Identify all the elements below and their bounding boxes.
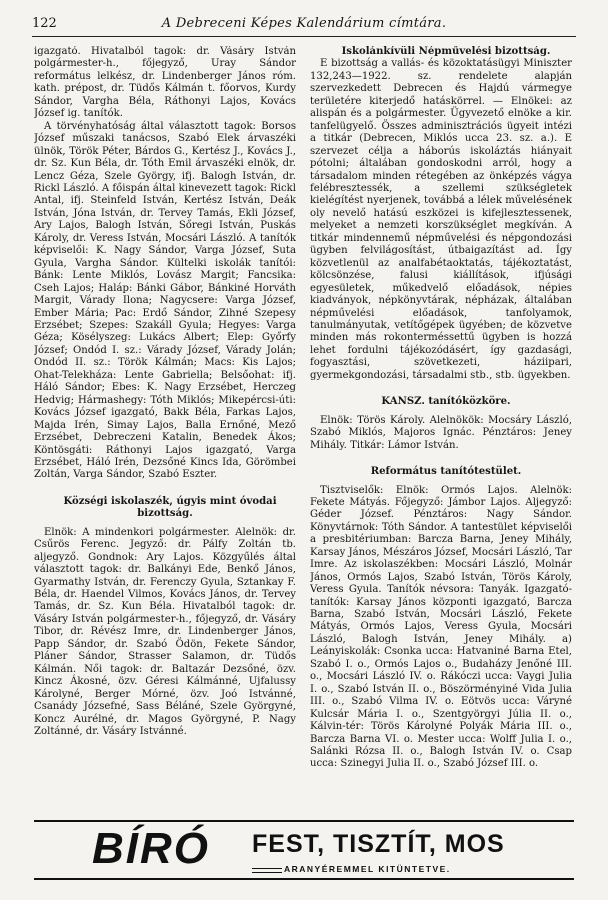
right-paragraph-2: Elnök: Törös Károly. Alelnökök: Mocsáry László, Szabó Miklós, Majoros Ignác. Pénztáros: Jeney Mihály. Titkár: Lámor István. [310,414,572,451]
running-title: A Debreceni Képes Kalendárium címtára. [161,16,447,31]
left-paragraph-2: A törvényhatóság által választott tagok: Borsos József műszaki tanácsos, Szabó Elek árvaszéki ülnök, Török Péter, Bárdos G., Kertész J., Kovács J., dr. Sz. Kun Béla, dr. Tóth Emil árvaszéki elnök, dr. Lencz Géza, Szele György, ifj. Balogh István, dr. Rickl László. A főispán által kinevezett tagok: Rickl Antal, ifj. Steinfeld István, Kertész István, Deák István, Jóna István, dr. Tervey Tamás, Ekli József, Ary Lajos, Balogh István, Sőregi István, Puskás Károly, dr. Veress István, Mocsári László. A tanítók képviselői: K. Nagy Sándor, Varga József, Suta Gyula, Vargha Sándor. Kültelki iskolák tanítói: Bánk: Lente Miklós, Lovász Margit; Fancsika: Cseh Lajos; Haláp: Bánki Gábor, Bánkiné Horváth Margit, Várady Ilona; Nagycsere: Varga József, Ember Mária; Pac: Erdő Sándor, Zihné Szepesy Erzsébet; Szepes: Szakáll Gyula; Hegyes: Varga Géza; Kösélyszeg: Lukács Albert; Elep: Győrfy József; Ondód I. sz.: Várady József, Várady Jolán; Ondód II. sz.: Török Kálmán; Macs: Kis Lajos; Ohat-Telekháza: Lente Gabriella; Belsőohat: ifj. Háló Sándor; Ebes: K. Nagy Erzsébet, Herczeg Hedvig; Hármashegy: Tóth Miklós; Mikepércsi-úti: Kovács József igazgató, Bakk Béla, Farkas Lajos, Majda Irén, Simay Lajos, Balla Ernőné, Mező Erzsébet, Debreczeni Katalin, Benedek Ákos; Köntösgáti: Ráthonyi Lajos igazgató, Varga Erzsébet, Háló Irén, Dezsőné Kincs Ida, Görömbei Zoltán, Varga Sándor, Szabó Eszter. [34,120,296,481]
ad-services: FEST, TISZTÍT, MOS [252,830,505,858]
right-column [310,46,572,846]
left-column [34,46,296,846]
right-paragraph-1: E bizottság a vallás- és közoktatásügyi Miniszter 132,243—1922. sz. rendelete alapján szervezkedett Debrecen és Hajdú vármegye területére kiterjedő hatáskörrel. — Elnökei: az alispán és a polgármester. Ügyvezető elnöke a kir. tanfelügyelő. Összes adminisztrációs ügyeit intézi a titkár (Debrecen, Miklós ucca 23. sz. a.). E szervezet célja a háborús iskoláztás hiányait pótolni; általában gondoskodni arról, hogy a társadalom minden rétegében az önképzés vágya felébresztessék, a szellemi szükségletek kielégítést nyerjenek, továbbá a lélek művelésének oly nevelő hatású eszközei is kifejlesztessenek, melyeket a nemzeti korszükséglet megkíván. A titkár mindennemű népművelési és népgondozási ügyben felvilágosítást, útbaigazítást ad. Így közvetlenül az analfabétaoktatás, tájékoztatást, kölcsönzése, falusi kiállítások, ifjúsági egyesületek, műkedvelő előadások, népies kiadványok, népkönyvtárak, népházak, általában népművelési előadások, tanfolyamok, tanulmányutak, vetítőgépek ügyében; de közvetve minden más rokonterméssettű ügyben is hozzá lehet fordulni tájékozódásért, így gazdasági, fogyasztási, szövetkezeti, háziipari, gyermekgondozási, társadalmi stb., stb. ügyekben. [310,58,572,381]
page-header [32,14,576,37]
ad-bottom-rule [34,878,574,880]
ad-stripe [252,868,282,873]
heading-nepmuvelesi-bizottsag: Iskolánkívüli Népművelési bizottság. [341,46,551,57]
page-number: 122 [32,16,57,31]
advertisement [34,820,574,880]
heading-kozsegi-iskolaszek: Községi iskolaszék, úgyis mint óvodai bizottság. [63,495,277,520]
right-paragraph-3: Tisztviselők: Elnök: Ormós Lajos. Alelnök: Fekete Mátyás. Főjegyző: Jámbor Lajos. Aljegyző: Géder József. Pénztáros: Nagy Sándor. Könyvtárnok: Tóth Sándor. A tantestület képviselői a presbitériumban: Barcza Barna, Jeney Mihály, Karsay János, Mészáros József, Mocsári László, Tar Imre. Az iskolaszékben: Mocsári László, Molnár János, Ormós Lajos, Szabó István, Törös Károly, Veress Gyula. Tanítók névsora: Tanyák. Igazgató-tanítók: Karsay János központi igazgató, Barcza Barna, Szabó István, Mocsári László, Fekete Mátyás, Ormós Lajos, Veress Gyula, Mocsári László, Balogh István, Jeney Mihály. a) Leányiskolák: Csonka ucca: Hatvaniné Barna Etel, Szabó I. o., Ormós Lajos o., Budaházy Jenőné III. o., Mocsári László IV. o. Rákóczi ucca: Vaygi Julia I. o., Szabó István II. o., Böszörményiné Vida Julia III. o., Szabó Vilma IV. o. Eötvös ucca: Váryné Kulcsár Mária I. o., Szentgyörgyi Júlia II. o., Kálvin-tér: Törös Károlyné Polyák Mária III. o., Barcza Barna VI. o. Mester ucca: Wolff Julia I. o., Salánki Rózsa II. o., Balogh István IV. o. Csap ucca: Szinegyi Julia II. o., Szabó József III. o. [310,484,572,770]
ad-tagline: ARANYÉREMMEL KITÜNTETVE. [284,864,451,874]
ad-brand: BÍRÓ [92,824,210,873]
heading-kansz: KANSZ. tanítóközköre. [381,396,511,408]
heading-reformatus-tanitotestulet: Református tanítótestület. [370,466,522,478]
ad-top-rule [34,820,574,822]
left-paragraph-3: Elnök: A mindenkori polgármester. Alelnök: dr. Csűrös Ferenc. Jegyző: dr. Pálfy Zoltán tb. aljegyző. Gondnok: Ary Lajos. Közgyűlés által választott tagok: dr. Balkányi Ede, Benkő János, Gyarmathy István, dr. Ferenczy Gyula, Sztankay F. Béla, dr. Haendel Vilmos, Kovács János, dr. Tervey Tamás, dr. Sz. Kun Béla. Hivatalból tagok: dr. Vásáry István polgármester-h., főjegyző, dr. Vásáry Tibor, dr. Révész Imre, dr. Lindenberger János, Papp Sándor, dr. Szabó Ödön, Fekete Sándor, Pláner Sándor, Strasser Salamon, dr. Tüdős Kálmán. Női tagok: dr. Baltazár Dezsőné, özv. Kincz Ákosné, özv. Géresi Kálmánné, Ujfalussy Károlyné, Berger Mórné, özv. Joó Istvánné, Csanády Józsefné, Sass Béláné, Szele Györgyné, Koncz Aurélné, dr. Magos Györgyné, P. Nagy Zoltánné, dr. Vásáry Istvánné. [34,526,296,738]
left-paragraph-1: igazgató. Hivatalból tagok: dr. Vásáry István polgármester-h., főjegyző, Uray Sándor református lelkész, dr. Lindenberger János róm. kath. prépost, dr. Tüdős Kálmán t. főorvos, Kurdy Sándor, Vargha Béla, Ráthonyi Lajos, Kovács József ig. tanítók. [34,46,296,120]
